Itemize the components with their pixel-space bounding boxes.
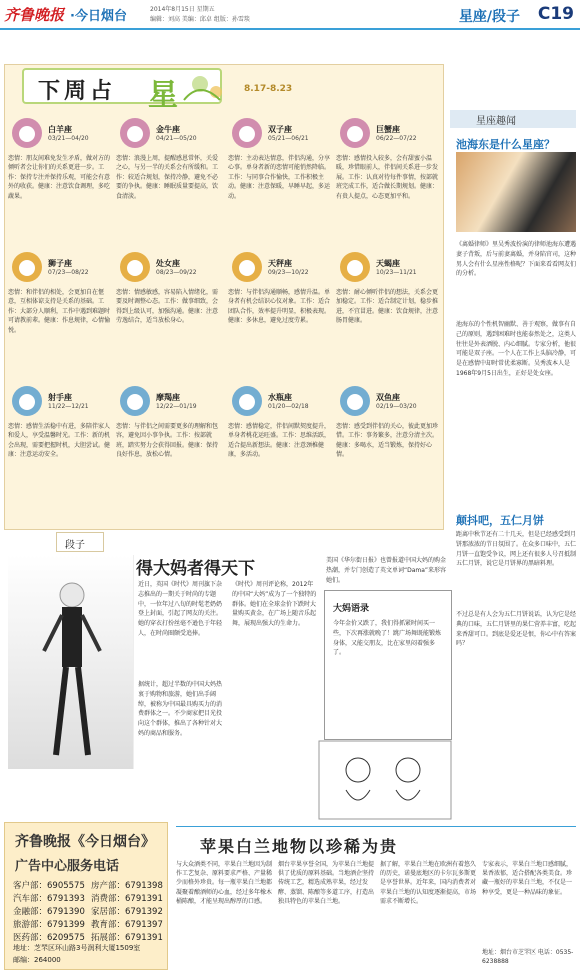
zodiac-date: 03/21—04/20 — [48, 135, 89, 142]
ad-phone-entry: 金融部：6791390 — [13, 907, 85, 917]
zodiac-icon — [228, 384, 266, 418]
trivia-header — [450, 110, 576, 128]
model-figure-icon — [8, 555, 134, 769]
apple-col-3: 据了解，苹果白兰地在欧洲有着悠久的历史，诺曼底地区的卡尔瓦多斯更是享誉世界。近年来，国内消费者对苹果白兰地的认知度逐渐提高，市场需求不断增长。 — [380, 861, 477, 905]
zodiac-icon — [228, 250, 266, 284]
zodiac-icon — [336, 250, 374, 284]
apple-col-4: 专家表示，苹果白兰地口感细腻，果香浓郁，适合搭配各类美食。珍藏一瓶好的苹果白兰地，不仅是一种享受，更是一种品味的象征。 — [482, 861, 573, 896]
ad-phone-entry: 旅游部：6791399 — [13, 920, 85, 930]
zodiac-name: 处女座 — [156, 259, 180, 268]
flower-decoration-icon — [180, 70, 240, 110]
zodiac-icon — [116, 250, 154, 284]
zodiac-icon — [116, 116, 154, 150]
zodiac-name: 白羊座 — [48, 125, 72, 134]
zodiac-icon — [336, 116, 374, 150]
zodiac-name: 双子座 — [268, 125, 292, 134]
zodiac-icon — [8, 116, 46, 150]
jokes-tag — [56, 532, 104, 552]
zodiac-date: 12/22—01/19 — [156, 403, 197, 410]
trivia-paragraph-1: 《离婚律师》里吴秀波扮演的律师池海东遭遇妻子背叛，后与前妻离婚，并身陷官司，这种男人会有什么星座性格呢？下面来看看网友们的分析。 — [456, 241, 577, 278]
zodiac-date: 02/19—03/20 — [376, 403, 417, 410]
section-title: 星座/段子 — [458, 9, 520, 25]
mooncake-paragraph-2: 不过总是有人会为五仁月饼说话，认为它是经典的口味，五仁月饼里的果仁营养丰富，吃起来香甜可口。到底是爱还是恨，你心中有答案吗？ — [456, 611, 577, 648]
zodiac-icon — [336, 384, 374, 418]
apple-col-1: 与大众酒类不同，苹果白兰地因为制作工艺复杂、原料要求严格、产量稀少而格外珍贵。每一瓶苹果白兰地都凝聚着酿酒师的心血，经过多年橡木桶陈酿，才能呈现出醇厚的口感。 — [176, 861, 273, 905]
trivia-question: 池海东是什么星座？ — [456, 138, 555, 151]
zodiac-name: 狮子座 — [48, 259, 72, 268]
zodiac-forecast: 恋情：感情投入较多，会有甜蜜小温暖，珍惜眼前人，伴侣间关系进一步发展。工作：认真对待每件事情，按部就班完成工作，适合做长期规划。健康：有贵人提点，心态更加平和。 — [336, 155, 439, 200]
zodiac-date: 11/22—12/21 — [48, 403, 89, 410]
quote-title: 大妈语录 — [333, 604, 370, 614]
zodiac-icon — [8, 384, 46, 418]
horoscope-dates: 8.17-8.23 — [244, 84, 293, 94]
zodiac-icon — [116, 384, 154, 418]
zodiac-name: 天蝎座 — [376, 259, 400, 268]
zodiac-forecast: 恋情：浪漫上周，提醒感恩常怀，关爱之心，与另一半的关系会有所缓和。工作：较适合规划，保持冷静，避免不必要的争执。健康：睡眠质量要提高，饮食清淡。 — [116, 155, 219, 200]
zodiac-forecast: 恋情：感情生活稳中有进，多陪伴家人和爱人，享受温馨时光。工作：新的机会出现，需要把握时机，大胆尝试。健康：注意运动安全。 — [8, 423, 111, 459]
ad-phone-entry: 汽车部：6791393 — [13, 894, 85, 904]
zodiac-icon — [228, 116, 266, 150]
zodiac-icon — [8, 250, 46, 284]
article-col-2: 据统计，超过半数的中国大妈热衷于购物和旅游，她们出手阔绰，被称为中国最具购买力的消费群体之一。不少商家把目光投向这个群体，推出了各种针对大妈的商品和服务。 — [138, 681, 223, 737]
ad-phone-entry: 客户部：6905575 — [13, 881, 85, 891]
ad-address: 地址：芝罘区环山路3号润利大厦1509室 — [13, 944, 141, 952]
zodiac-forecast: 恋情：主动表达情意，伴侣沟通，分享心事。单身者新的恋情可能悄然降临。工作：与同事合作愉快，工作积极主动。健康：注意保暖，早睡早起，多运动。 — [228, 155, 331, 200]
edition-title: ·今日烟台 — [70, 9, 127, 24]
apple-contact: 地址：烟台市芝罘区 电话：0535-6238888 — [482, 949, 574, 966]
page-header — [0, 0, 580, 30]
trivia-paragraph-2: 池海东的个性机智幽默、善于观察，做事有自己的原则，遇到困难时也能泰然处之，这类人往往是外表洒脱、内心细腻。专家分析，他很可能是双子座。一个人在工作上头脑冷静，可是在感情中却时常优柔寡断。吴秀波本人是1968年9月5日出生，正好是处女座。 — [456, 321, 577, 377]
zodiac-date: 05/21—06/21 — [268, 135, 309, 142]
zodiac-forecast: 恋情：感受到伴侣的关心，彼此更加珍惜。工作：事务繁多，注意分清主次。健康：多喝水，适当锻炼，保持好心情。 — [336, 423, 439, 459]
zodiac-forecast: 恋情：感情稳定，伴侣间默契度提升，单身者桃花运旺盛。工作：思维活跃，适合提出新想法。健康：注意颈椎健康，多活动。 — [228, 423, 331, 459]
page-number: C19 — [537, 4, 574, 24]
article-headline: 得大妈者得天下 — [136, 559, 255, 579]
masthead: 齐鲁晚报 — [4, 6, 65, 24]
fashion-photo — [8, 555, 134, 769]
zodiac-forecast: 恋情：朋友间难免发生矛盾，做对方的倾听者会让你们的关系更进一步。工作：保持专注并保持乐观，可能会有意外的收获。健康：注意饮食调理，多吃蔬果。 — [8, 155, 111, 200]
zodiac-date: 04/21—05/20 — [156, 135, 197, 142]
trivia-header-text: 星座趣闻 — [476, 116, 516, 127]
article-col-4: 美国《华尔街日报》也曾报道中国大妈的购金热潮，并专门创造了英文单词“Dama”来形容她们。 — [326, 557, 447, 584]
ad-phone-entry: 拓展部：6791391 — [91, 933, 163, 943]
ad-phone-entry: 房产部：6791398 — [91, 881, 163, 891]
apple-headline: 苹果白兰地物以珍稀为贵 — [200, 837, 399, 856]
cartoon-illustration-icon — [318, 740, 452, 820]
ad-service-box — [4, 822, 168, 970]
zodiac-date: 06/22—07/22 — [376, 135, 417, 142]
article-col-1: 近日，英国《时代》周刊旗下杂志推出的一期关于时尚的专题中，一位年过八旬的时髦老奶奶登上封面，引起了网友的关注。她的穿衣打扮丝毫不逊色于年轻人，在时尚圈颇受追捧。 — [138, 581, 223, 637]
ad-phone-entry: 医药部：6209575 — [13, 933, 85, 943]
zodiac-name: 水瓶座 — [268, 393, 292, 402]
ad-phone-entry: 家居部：6791392 — [91, 907, 163, 917]
zodiac-date: 09/23—10/22 — [268, 269, 309, 276]
apple-divider — [176, 826, 576, 827]
zodiac-forecast: 恋情：与伴侣沟通顺畅，感情升温。单身者有机会结识心仪对象。工作：适合团队合作，效率提升明显，积极表现。健康：多休息，避免过度劳累。 — [228, 289, 331, 325]
zodiac-name: 摩羯座 — [156, 393, 180, 402]
mooncake-headline: 颠抖吧，五仁月饼 — [456, 514, 544, 527]
zodiac-name: 射手座 — [48, 393, 72, 402]
zodiac-forecast: 恋情：与伴侣之间需要更多的理解和包容，避免因小事争执。工作：按部就班，踏实努力会获得回报。健康：保持良好作息，放松心情。 — [116, 423, 219, 459]
zodiac-date: 01/20—02/18 — [268, 403, 309, 410]
horoscope-title-text: 下周占 — [38, 78, 117, 104]
zodiac-date: 10/23—11/21 — [376, 269, 417, 276]
zodiac-name: 金牛座 — [156, 125, 180, 134]
zodiac-name: 天秤座 — [268, 259, 292, 268]
horoscope-title-star: 星 — [148, 78, 178, 113]
zodiac-name: 巨蟹座 — [376, 125, 400, 134]
ad-phone-entry: 教育部：6791397 — [91, 920, 163, 930]
quote-box — [324, 590, 452, 740]
issue-date: 2014年8月15日 星期五 — [150, 6, 215, 13]
zodiac-forecast: 恋情：情感敏感，容易陷入情绪化，需要及时调整心态。工作：做事细致，会得到上级认可，加强沟通。健康：注意劳逸结合，适当放松身心。 — [116, 289, 219, 325]
mooncake-paragraph-1: 距离中秋节还有二十几天，但是已经感受到月饼那浓浓的节日氛围了。在众多口味中，五仁月饼一直饱受争议，网上还有很多人号召抵制五仁月饼，说它是月饼界的黑暗料理。 — [456, 531, 577, 568]
article-col-3: 《时代》周刊评论称，2012年的中国“大妈”成为了一个独特的群体。她们在全球金价下跌时大量购买黄金，在广场上随音乐起舞，展现出强大的生命力。 — [232, 581, 317, 628]
zodiac-name: 双鱼座 — [376, 393, 400, 402]
apple-col-2: 烟台苹果享誉全国，为苹果白兰地提供了优质的原料基础。当地酒企坚持传统工艺，精选成熟苹果，经过发酵、蒸馏、陈酿等多道工序，打造出独具特色的苹果白兰地。 — [278, 861, 375, 905]
ad-phone-entry: 消费部：6791391 — [91, 894, 163, 904]
zodiac-date: 07/23—08/22 — [48, 269, 89, 276]
zodiac-date: 08/23—09/22 — [156, 269, 197, 276]
ad-subtitle: 广告中心服务电话 — [15, 859, 120, 874]
zodiac-forecast: 恋情：和伴侣的相处，会更加自在惬意，互相体谅支持是关系的基础。工作：大部分人顺利，工作中遇到难题时可请教前辈。健康：作息规律，心情愉悦。 — [8, 289, 111, 334]
quote-text: 今年金价又跌了，我们得抓紧时间买一些，下次再涨就晚了！跳广场舞既能锻炼身体，又能交朋友，比在家里闷着强多了。 — [333, 620, 442, 657]
ad-zip: 邮编：264000 — [13, 956, 61, 964]
zodiac-forecast: 恋情：耐心倾听伴侣的想法，关系会更加稳定。工作：适合制定计划，稳步推进，不宜冒进。健康：饮食规律，注意肠胃健康。 — [336, 289, 439, 325]
editor-credits: 编辑：刘高 美编：邱卓 组版：孙雪琰 — [150, 16, 250, 23]
actor-photo — [456, 152, 576, 232]
jokes-tag-text: 段子 — [65, 540, 85, 551]
ad-title: 齐鲁晚报《今日烟台》 — [15, 834, 155, 850]
